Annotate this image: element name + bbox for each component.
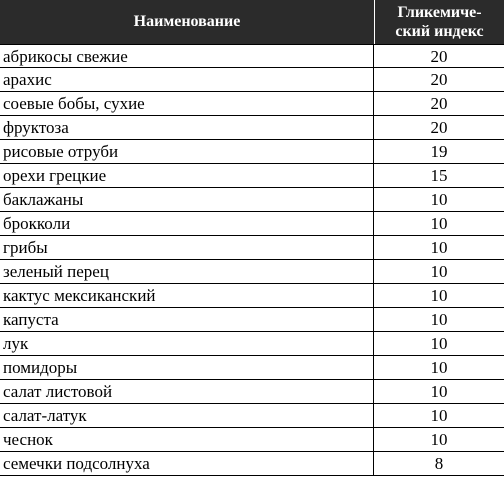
row-name: семечки подсолнуха bbox=[0, 452, 374, 475]
table-body bbox=[0, 44, 504, 476]
row-glycemic-index: 10 bbox=[430, 430, 448, 449]
row-name: зеленый перец bbox=[0, 260, 374, 283]
row-glycemic-index: 10 bbox=[430, 286, 448, 305]
row-glycemic-index: 20 bbox=[430, 94, 448, 113]
row-name: соевые бобы, сухие bbox=[0, 92, 374, 115]
row-name: баклажаны bbox=[0, 188, 374, 211]
table-row bbox=[0, 332, 504, 356]
table-row bbox=[0, 140, 504, 164]
row-glycemic-index: 8 bbox=[434, 454, 444, 473]
table-row bbox=[0, 284, 504, 308]
header-gi-line1: Гликемиче- bbox=[397, 4, 482, 21]
table-row bbox=[0, 452, 504, 476]
table-row bbox=[0, 188, 504, 212]
table-row bbox=[0, 428, 504, 452]
row-glycemic-index: 10 bbox=[430, 262, 448, 281]
row-name: лук bbox=[0, 332, 374, 355]
table-row bbox=[0, 380, 504, 404]
row-glycemic-index: 10 bbox=[430, 358, 448, 377]
row-name: рисовые отруби bbox=[0, 140, 374, 163]
table-row bbox=[0, 356, 504, 380]
row-glycemic-index: 10 bbox=[430, 190, 448, 209]
row-name: грибы bbox=[0, 236, 374, 259]
row-glycemic-index: 10 bbox=[430, 334, 448, 353]
row-glycemic-index: 19 bbox=[430, 142, 448, 161]
row-name: арахис bbox=[0, 68, 374, 91]
table-row bbox=[0, 308, 504, 332]
table-header bbox=[0, 0, 504, 44]
row-name: фруктоза bbox=[0, 116, 374, 139]
table-row bbox=[0, 404, 504, 428]
row-glycemic-index: 20 bbox=[430, 118, 448, 137]
row-name: орехи грецкие bbox=[0, 164, 374, 187]
header-glycemic-index bbox=[375, 0, 504, 44]
row-glycemic-index: 10 bbox=[430, 310, 448, 329]
row-name: абрикосы свежие bbox=[0, 45, 374, 67]
table-row bbox=[0, 236, 504, 260]
table-row bbox=[0, 260, 504, 284]
table-row bbox=[0, 164, 504, 188]
row-name: брокколи bbox=[0, 212, 374, 235]
row-name: кактус мексиканский bbox=[0, 284, 374, 307]
row-glycemic-index: 15 bbox=[430, 166, 448, 185]
row-glycemic-index: 20 bbox=[430, 70, 448, 89]
row-name: помидоры bbox=[0, 356, 374, 379]
table-row bbox=[0, 44, 504, 68]
table-row bbox=[0, 212, 504, 236]
row-name: салат-латук bbox=[0, 404, 374, 427]
row-glycemic-index: 10 bbox=[430, 382, 448, 401]
table-row bbox=[0, 92, 504, 116]
table-row bbox=[0, 68, 504, 92]
row-glycemic-index: 10 bbox=[430, 214, 448, 233]
row-glycemic-index: 10 bbox=[430, 238, 448, 257]
row-name: капуста bbox=[0, 308, 374, 331]
header-name: Наименование bbox=[133, 13, 241, 30]
table-row bbox=[0, 116, 504, 140]
row-glycemic-index: 20 bbox=[430, 47, 448, 66]
row-name: чеснок bbox=[0, 428, 374, 451]
row-name: салат листовой bbox=[0, 380, 374, 403]
row-glycemic-index: 10 bbox=[430, 406, 448, 425]
header-gi-line2: ский индекс bbox=[395, 23, 484, 40]
